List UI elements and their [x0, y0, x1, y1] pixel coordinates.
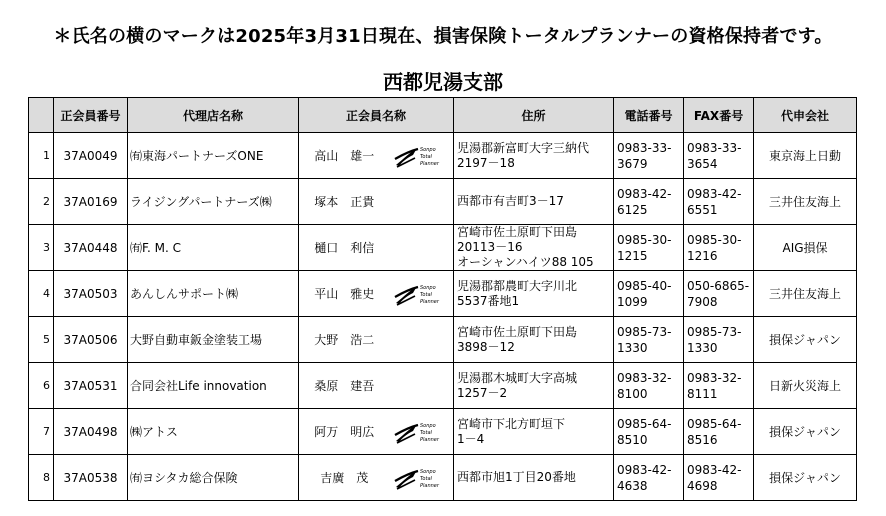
insurer-name: 三井住友海上 [754, 179, 857, 225]
row-number: 5 [29, 317, 54, 363]
planner-mark-cell [390, 179, 454, 225]
sonpo-total-planner-logo-icon [393, 465, 449, 491]
sonpo-total-planner-logo-icon [393, 419, 449, 445]
logo-text-planner: Planner [420, 298, 440, 305]
member-table [28, 97, 857, 501]
agency-name: ㈲ヨシタカ総合保険 [128, 455, 299, 501]
address: 西都市有吉町3－17 [454, 179, 614, 225]
planner-mark-cell [390, 133, 454, 179]
address: 児湯郡木城町大字高城 1257－2 [454, 363, 614, 409]
header-member-code: 正会員番号 [54, 98, 128, 133]
fax-number: 0983-42- 4698 [684, 455, 754, 501]
member-name: 樋口 利信 [299, 225, 390, 271]
address: 西都市旭1丁目20番地 [454, 455, 614, 501]
row-number: 1 [29, 133, 54, 179]
table-body [29, 133, 857, 501]
logo-text-planner: Planner [420, 160, 440, 167]
insurer-name: AIG損保 [754, 225, 857, 271]
header-insurer: 代申会社 [754, 98, 857, 133]
insurer-name: 三井住友海上 [754, 271, 857, 317]
planner-mark-cell [390, 271, 454, 317]
row-number: 7 [29, 409, 54, 455]
agency-name: ㈱アトス [128, 409, 299, 455]
header-no [29, 98, 54, 133]
table-row [29, 363, 857, 409]
table-row [29, 271, 857, 317]
header-fax: FAX番号 [684, 98, 754, 133]
row-number: 8 [29, 455, 54, 501]
phone-number: 0985-73- 1330 [614, 317, 684, 363]
header-address: 住所 [454, 98, 614, 133]
header-member-name: 正会員名称 [299, 98, 454, 133]
table-row [29, 133, 857, 179]
table-row [29, 179, 857, 225]
address: 児湯郡新富町大字三納代 2197－18 [454, 133, 614, 179]
member-code: 37A0531 [54, 363, 128, 409]
header-agency-name: 代理店名称 [128, 98, 299, 133]
member-name: 大野 浩二 [299, 317, 390, 363]
logo-text-sonpo: Sonpo [420, 146, 436, 153]
member-name: 塚本 正貴 [299, 179, 390, 225]
fax-number: 0983-33- 3654 [684, 133, 754, 179]
row-number: 6 [29, 363, 54, 409]
branch-title: 西都児湯支部 [383, 70, 503, 94]
planner-mark-cell [390, 225, 454, 271]
insurer-name: 東京海上日動 [754, 133, 857, 179]
phone-number: 0985-30- 1215 [614, 225, 684, 271]
insurer-name: 損保ジャパン [754, 317, 857, 363]
agency-name: ライジングパートナーズ㈱ [128, 179, 299, 225]
member-name: 高山 雄一 [299, 133, 390, 179]
planner-mark-note: ＊氏名の横のマークは2025年3月31日現在、損害保険トータルプランナーの資格保持者です。 [53, 26, 833, 47]
member-name: 阿万 明広 [299, 409, 390, 455]
planner-mark-cell [390, 455, 454, 501]
member-code: 37A0049 [54, 133, 128, 179]
insurer-name: 損保ジャパン [754, 455, 857, 501]
member-name: 吉廣 茂 [299, 455, 390, 501]
member-code: 37A0503 [54, 271, 128, 317]
table-row [29, 409, 857, 455]
address: 宮崎市佐土原町下田島 3898－12 [454, 317, 614, 363]
phone-number: 0983-42- 6125 [614, 179, 684, 225]
member-code: 37A0169 [54, 179, 128, 225]
insurer-name: 損保ジャパン [754, 409, 857, 455]
member-name: 桑原 建吾 [299, 363, 390, 409]
planner-mark-cell [390, 409, 454, 455]
fax-number: 050-6865- 7908 [684, 271, 754, 317]
table-row [29, 455, 857, 501]
table-row [29, 317, 857, 363]
fax-number: 0983-32- 8111 [684, 363, 754, 409]
address: 児湯郡都農町大字川北 5537番地1 [454, 271, 614, 317]
phone-number: 0983-42- 4638 [614, 455, 684, 501]
agency-name: 大野自動車鈑金塗装工場 [128, 317, 299, 363]
phone-number: 0983-33- 3679 [614, 133, 684, 179]
phone-number: 0983-32- 8100 [614, 363, 684, 409]
member-name: 平山 雅史 [299, 271, 390, 317]
fax-number: 0985-64- 8516 [684, 409, 754, 455]
row-number: 3 [29, 225, 54, 271]
phone-number: 0985-40- 1099 [614, 271, 684, 317]
member-code: 37A0448 [54, 225, 128, 271]
row-number: 4 [29, 271, 54, 317]
sonpo-total-planner-logo-icon [393, 143, 449, 169]
fax-number: 0983-42- 6551 [684, 179, 754, 225]
logo-text-sonpo: Sonpo [420, 284, 436, 291]
planner-mark-cell [390, 317, 454, 363]
table-row [29, 225, 857, 271]
logo-text-sonpo: Sonpo [420, 468, 436, 475]
logo-text-total: Total [420, 429, 433, 436]
logo-text-planner: Planner [420, 482, 440, 489]
insurer-name: 日新火災海上 [754, 363, 857, 409]
agency-name: ㈲東海パートナーズONE [128, 133, 299, 179]
logo-text-total: Total [420, 153, 433, 160]
agency-name: あんしんサポート㈱ [128, 271, 299, 317]
logo-text-sonpo: Sonpo [420, 422, 436, 429]
member-code: 37A0506 [54, 317, 128, 363]
logo-text-planner: Planner [420, 436, 440, 443]
planner-mark-cell [390, 363, 454, 409]
address: 宮崎市佐土原町下田島 20113－16 オーシャンハイツ88 105 [454, 225, 614, 271]
address: 宮崎市下北方町垣下 1－4 [454, 409, 614, 455]
agency-name: 合同会社Life innovation [128, 363, 299, 409]
fax-number: 0985-30- 1216 [684, 225, 754, 271]
agency-name: ㈲F. M. C [128, 225, 299, 271]
logo-text-total: Total [420, 475, 433, 482]
phone-number: 0985-64- 8510 [614, 409, 684, 455]
row-number: 2 [29, 179, 54, 225]
logo-text-total: Total [420, 291, 433, 298]
header-phone: 電話番号 [614, 98, 684, 133]
member-code: 37A0498 [54, 409, 128, 455]
member-code: 37A0538 [54, 455, 128, 501]
sonpo-total-planner-logo-icon [393, 281, 449, 307]
table-header-row [29, 98, 857, 133]
fax-number: 0985-73- 1330 [684, 317, 754, 363]
